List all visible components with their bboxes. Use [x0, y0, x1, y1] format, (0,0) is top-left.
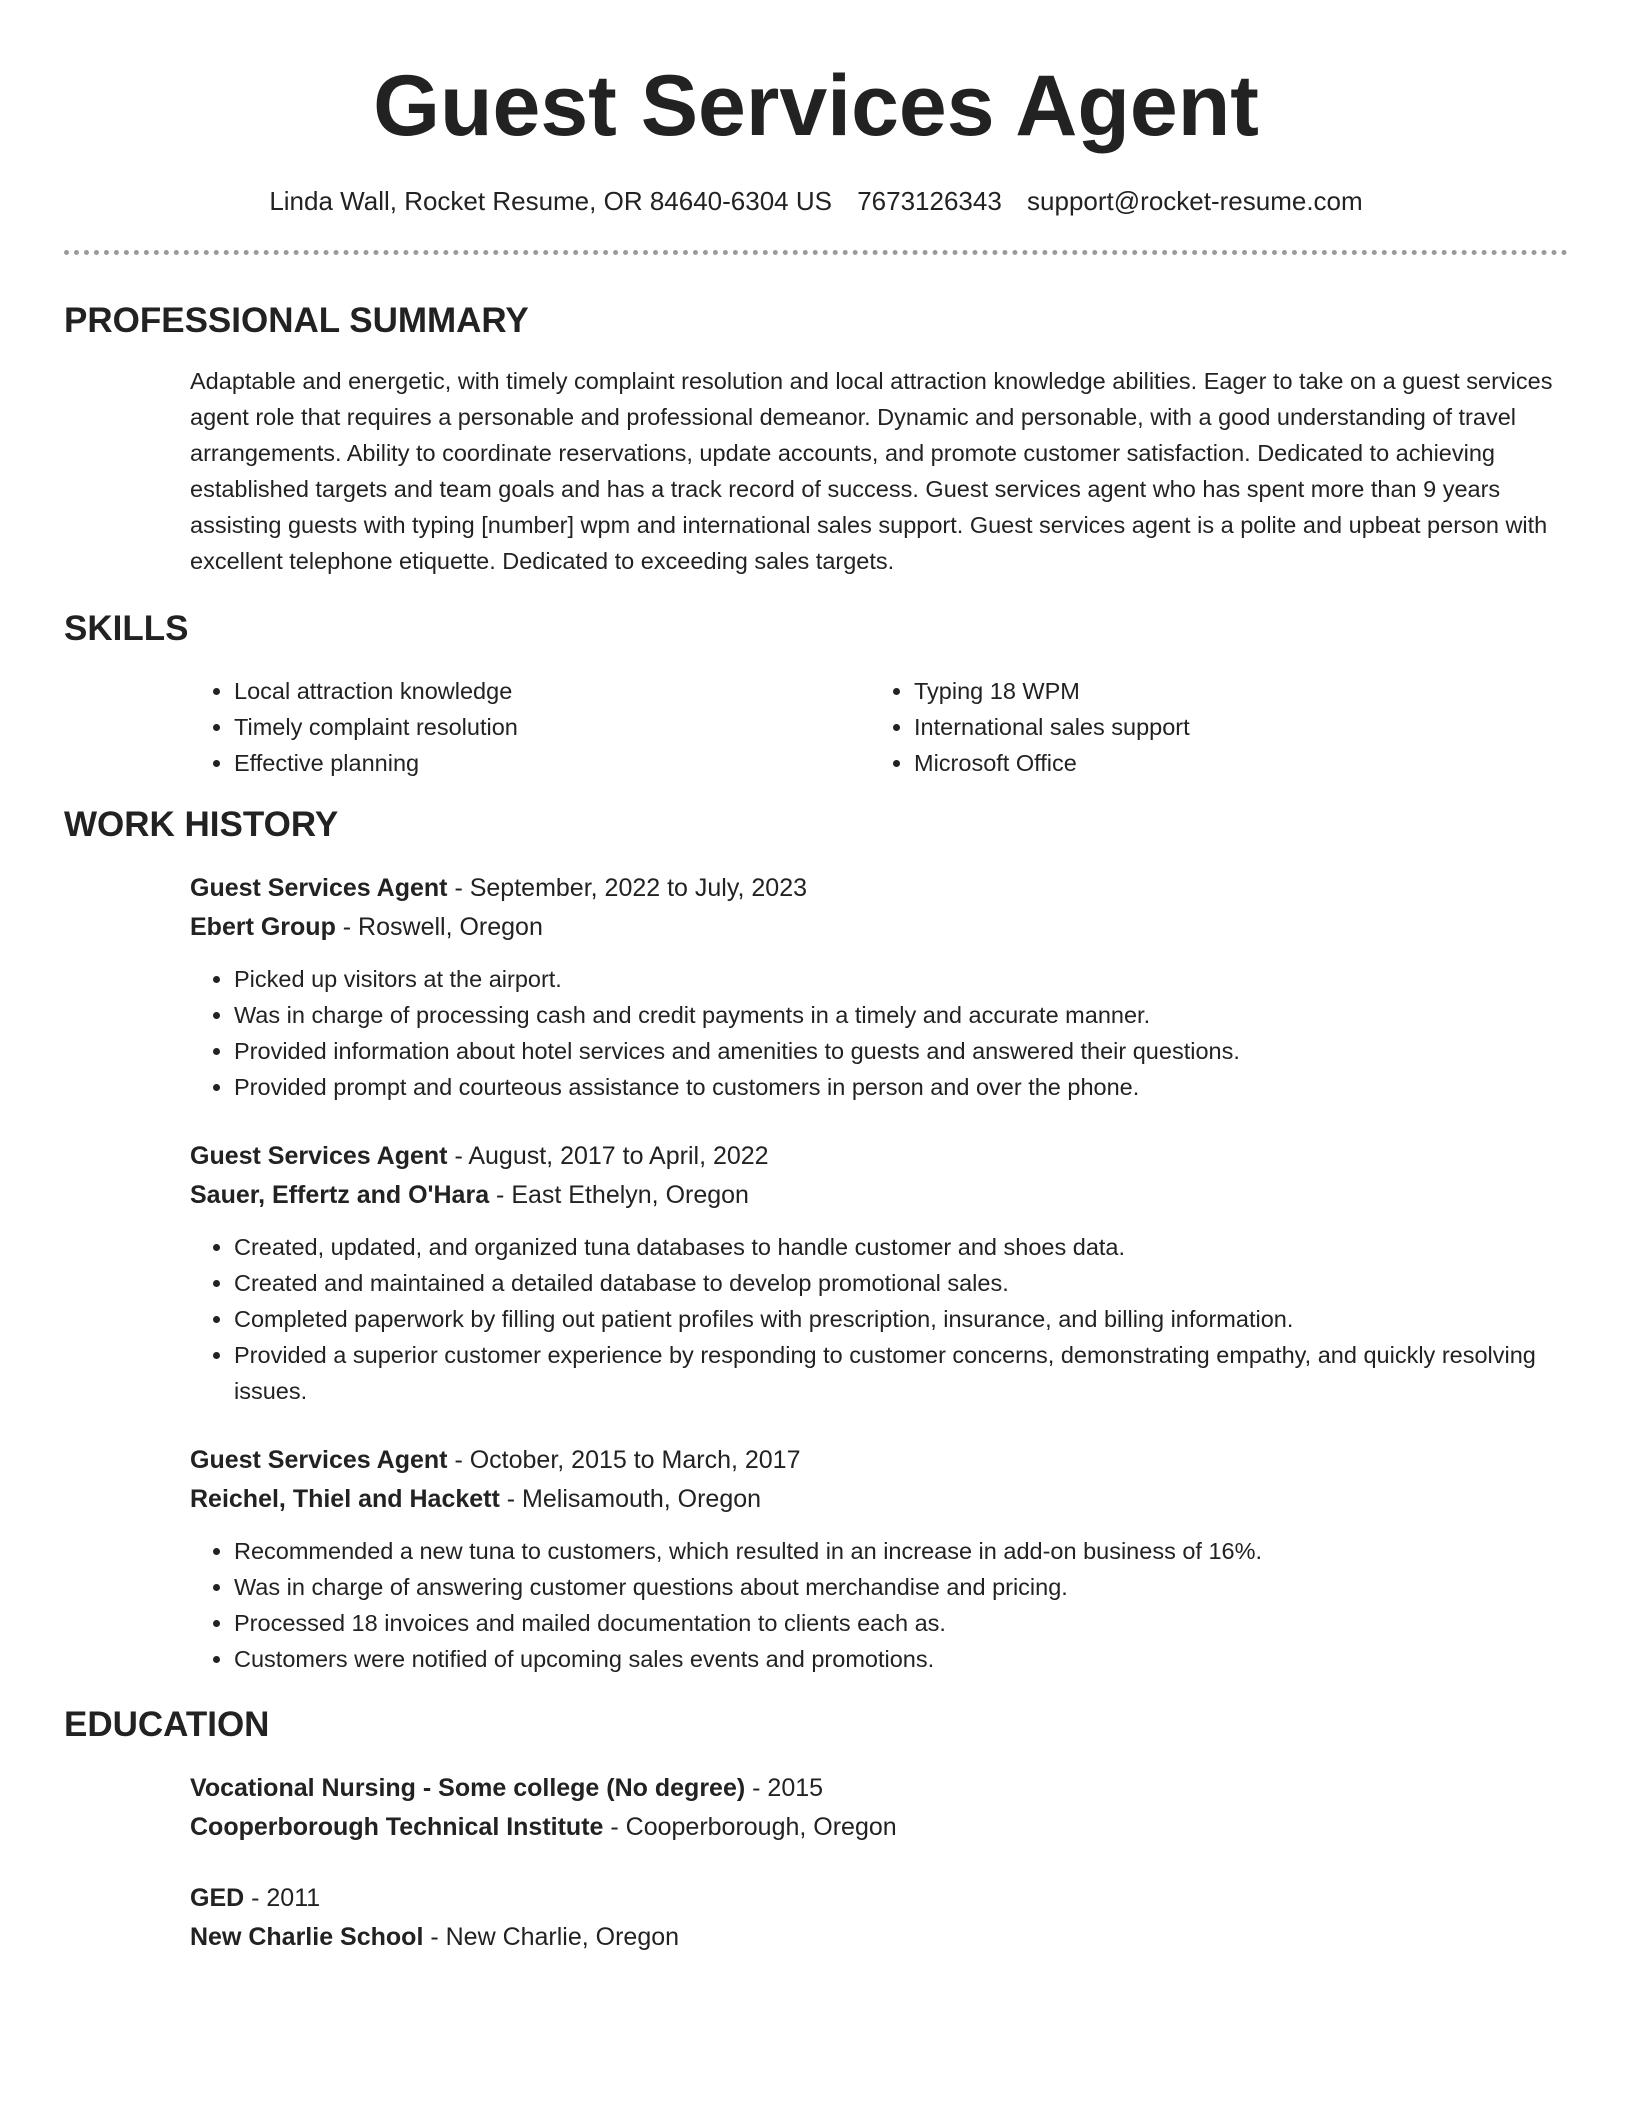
skill-item: • Typing 18 WPM [914, 673, 1550, 709]
skill-item: • Microsoft Office [914, 745, 1550, 781]
job-location: - Roswell, Oregon [335, 913, 543, 941]
education-school-line [190, 1808, 1568, 1847]
skill-item: • Timely complaint resolution [234, 709, 870, 745]
job-bullet: • Processed 18 invoices and mailed documentation to clients each as. [234, 1605, 1568, 1641]
resume-header [64, 0, 1568, 218]
education-school-line [190, 1918, 1568, 1957]
skill-item: • Local attraction knowledge [234, 673, 870, 709]
job-company: Sauer, Effertz and O'Hara [190, 1181, 490, 1209]
education-location: - Cooperborough, Oregon [603, 1813, 897, 1841]
job-bullet: • Completed paperwork by filling out patient profiles with prescription, insurance, and billing information. [234, 1301, 1568, 1337]
job-company-line [190, 1480, 1568, 1519]
job-dates: - October, 2015 to March, 2017 [447, 1446, 801, 1474]
skills-column-right [870, 673, 1550, 781]
education-year: - 2015 [745, 1774, 824, 1802]
job-bullet: • Provided a superior customer experience by responding to customer concerns, demonstrating empathy, and quickly resolving issues. [234, 1337, 1568, 1409]
job-title: Guest Services Agent [190, 874, 448, 902]
skills-heading: SKILLS [64, 609, 189, 648]
job-company-line [190, 1176, 1568, 1215]
job-entry [190, 1137, 1568, 1409]
education-degree: Vocational Nursing - Some college (No degree) [190, 1774, 746, 1802]
job-dates: - August, 2017 to April, 2022 [447, 1142, 769, 1170]
job-title-line [190, 1137, 1568, 1176]
job-dates: - September, 2022 to July, 2023 [447, 874, 808, 902]
job-bullet: • Was in charge of processing cash and credit payments in a timely and accurate manner. [234, 997, 1568, 1033]
contact-address: Linda Wall, Rocket Resume, OR 84640-6304 US [269, 186, 832, 216]
job-entry [190, 1441, 1568, 1677]
education-section [64, 1703, 1568, 1957]
skill-item: • Effective planning [234, 745, 870, 781]
education-year: - 2011 [244, 1884, 321, 1912]
job-company: Ebert Group [190, 913, 336, 941]
job-bullet: • Was in charge of answering customer questions about merchandise and pricing. [234, 1569, 1568, 1605]
summary-text: Adaptable and energetic, with timely complaint resolution and local attraction knowledge abilities. Eager to take on a guest services agent role that requires a personable and professional demeanor. Dynamic and personable, with a good understanding of travel arrangements. Ability to coordinate reservations, update accounts, and promote customer satisfaction. Dedicated to achieving established targets and team goals and has a track record of success. Guest services agent who has spent more than 9 years assisting guests with typing [number] wpm and international sales support. Guest services agent is a polite and upbeat person with excellent telephone etiquette. Dedicated to exceeding sales targets. [190, 368, 1553, 574]
job-bullet: • Recommended a new tuna to customers, which resulted in an increase in add-on business of 16%. [234, 1533, 1568, 1569]
education-location: - New Charlie, Oregon [423, 1923, 680, 1951]
job-bullet: • Provided prompt and courteous assistance to customers in person and over the phone. [234, 1069, 1568, 1105]
contact-phone: 7673126343 [857, 186, 1002, 216]
skills-grid [190, 673, 1568, 781]
job-bullet: • Picked up visitors at the airport. [234, 961, 1568, 997]
job-bullet: • Provided information about hotel services and amenities to guests and answered their questions. [234, 1033, 1568, 1069]
education-school: Cooperborough Technical Institute [190, 1813, 604, 1841]
job-title: Guest Services Agent [190, 1446, 448, 1474]
contact-line [64, 184, 1568, 218]
job-company-line [190, 908, 1568, 947]
education-entry [190, 1769, 1568, 1847]
resume-title: Guest Services Agent [373, 58, 1259, 154]
education-heading: EDUCATION [64, 1705, 270, 1744]
job-entry [190, 869, 1568, 1105]
skills-section [64, 607, 1568, 781]
job-location: - East Ethelyn, Oregon [489, 1181, 749, 1209]
education-degree-line [190, 1769, 1568, 1808]
skill-item: • International sales support [914, 709, 1550, 745]
job-title: Guest Services Agent [190, 1142, 448, 1170]
header-divider [64, 250, 1568, 255]
education-degree: GED [190, 1884, 245, 1912]
job-bullet: • Created, updated, and organized tuna databases to handle customer and shoes data. [234, 1229, 1568, 1265]
education-entry [190, 1879, 1568, 1957]
job-bullet: • Created and maintained a detailed database to develop promotional sales. [234, 1265, 1568, 1301]
summary-heading: PROFESSIONAL SUMMARY [64, 301, 529, 340]
work-history-heading: WORK HISTORY [64, 805, 339, 844]
contact-email: support@rocket-resume.com [1027, 186, 1363, 216]
education-school: New Charlie School [190, 1923, 424, 1951]
job-bullet: • Customers were notified of upcoming sales events and promotions. [234, 1641, 1568, 1677]
job-title-line [190, 869, 1568, 908]
job-location: - Melisamouth, Oregon [499, 1485, 762, 1513]
education-degree-line [190, 1879, 1568, 1918]
skills-column-left [190, 673, 870, 781]
summary-section [64, 299, 1568, 579]
work-history-section [64, 803, 1568, 1677]
job-company: Reichel, Thiel and Hackett [190, 1485, 500, 1513]
job-title-line [190, 1441, 1568, 1480]
